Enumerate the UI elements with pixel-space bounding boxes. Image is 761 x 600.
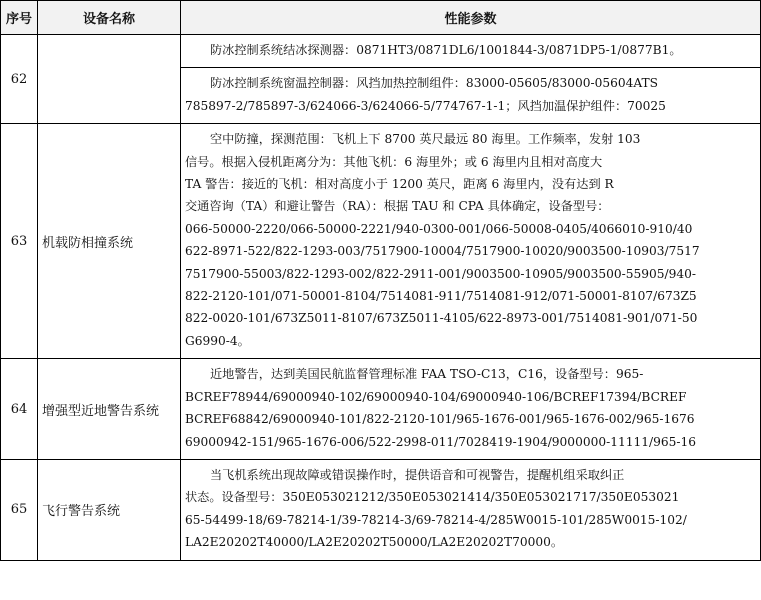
param-text-line: 状态。设备型号：350E053021212/350E053021414/350E053021717/350E053021 — [185, 490, 680, 505]
param-text-line: 空中防撞，探测范围：飞机上下 8700 英尺最远 80 海里。工作频率，发射 103 — [210, 132, 641, 147]
param-text-line: 交通咨询（TA）和避让警告（RA）：根据 TAU 和 CPA 具体确定，设备型号： — [185, 199, 610, 214]
param-text-line: 69000942-151/965-1676-006/522-2998-011/7028419-1904/9000000-11111/965-16 — [185, 434, 696, 449]
row-performance-params — [181, 68, 761, 124]
table-row — [1, 35, 761, 68]
row-performance-params — [181, 124, 761, 359]
row-performance-params — [181, 359, 761, 460]
table-row — [1, 124, 761, 359]
row-device-name: 飞行警告系统 — [38, 459, 181, 560]
param-text-line: 785897-2/785897-3/624066-3/624066-5/774767-1-1；风挡加温保护组件：70025 — [185, 98, 666, 113]
param-text-line: 822-0020-101/673Z5011-8107/673Z5011-4105/622-8973-001/7514081-901/071-50 — [185, 311, 698, 326]
row-performance-params — [181, 459, 761, 560]
param-text-line: BCREF68842/69000940-101/822-2120-101/965-1676-001/965-1676-002/965-1676 — [185, 412, 695, 427]
row-serial-number: 64 — [1, 359, 38, 460]
row-serial-number: 63 — [1, 124, 38, 359]
row-performance-params — [181, 35, 761, 68]
header-serial-number: 序号 — [1, 1, 38, 35]
table-header-row — [1, 1, 761, 35]
header-device-name: 设备名称 — [38, 1, 181, 35]
param-text-line: LA2E20202T40000/LA2E20202T50000/LA2E20202T70000。 — [185, 535, 564, 550]
row-device-name: 增强型近地警告系统 — [38, 359, 181, 460]
header-performance-params: 性能参数 — [181, 1, 761, 35]
param-text-line: 防冰控制系统结冰探测器：0871HT3/0871DL6/1001844-3/0871DP5-1/0877B1。 — [210, 43, 682, 57]
param-text-line: 65-54499-18/69-78214-1/39-78214-3/69-78214-4/285W0015-101/285W0015-102/ — [185, 512, 687, 527]
param-text-line: 066-50000-2220/066-50000-2221/940-0300-001/066-50008-0405/4066010-910/40 — [185, 221, 693, 236]
param-text-line: BCREF78944/69000940-102/69000940-104/69000940-106/BCREF17394/BCREF — [185, 389, 687, 404]
param-text-line: 当飞机系统出现故障或错误操作时，提供语音和可视警告，提醒机组采取纠正 — [210, 467, 625, 482]
param-text-line: 信号。根据入侵机距离分为：其他飞机：6 海里外；或 6 海里内且相对高度大 — [185, 154, 603, 169]
param-text-line: 近地警告，达到美国民航监督管理标准 FAA TSO-C13，C16，设备型号：965- — [210, 367, 644, 382]
row-serial-number: 62 — [1, 35, 38, 124]
param-text-line: TA 警告：接近的飞机：相对高度小于 1200 英尺，距离 6 海里内，没有达到 R — [185, 177, 614, 192]
row-device-name — [38, 35, 181, 124]
param-text-line: 防冰控制系统窗温控制器：风挡加热控制组件：83000-05605/83000-05604ATS — [210, 76, 658, 91]
param-text-line: G6990-4。 — [185, 333, 250, 348]
row-device-name: 机载防相撞系统 — [38, 124, 181, 359]
table-row — [1, 459, 761, 560]
row-serial-number: 65 — [1, 459, 38, 560]
param-text-line: 822-2120-101/071-50001-8104/7514081-911/7514081-912/071-50001-8107/673Z5 — [185, 289, 697, 304]
param-text-line: 622-8971-522/822-1293-003/7517900-10004/7517900-10020/9003500-10903/7517 — [185, 244, 700, 259]
param-text-line: 7517900-55003/822-1293-002/822-2911-001/9003500-10905/9003500-55905/940- — [185, 266, 696, 281]
table-row — [1, 359, 761, 460]
